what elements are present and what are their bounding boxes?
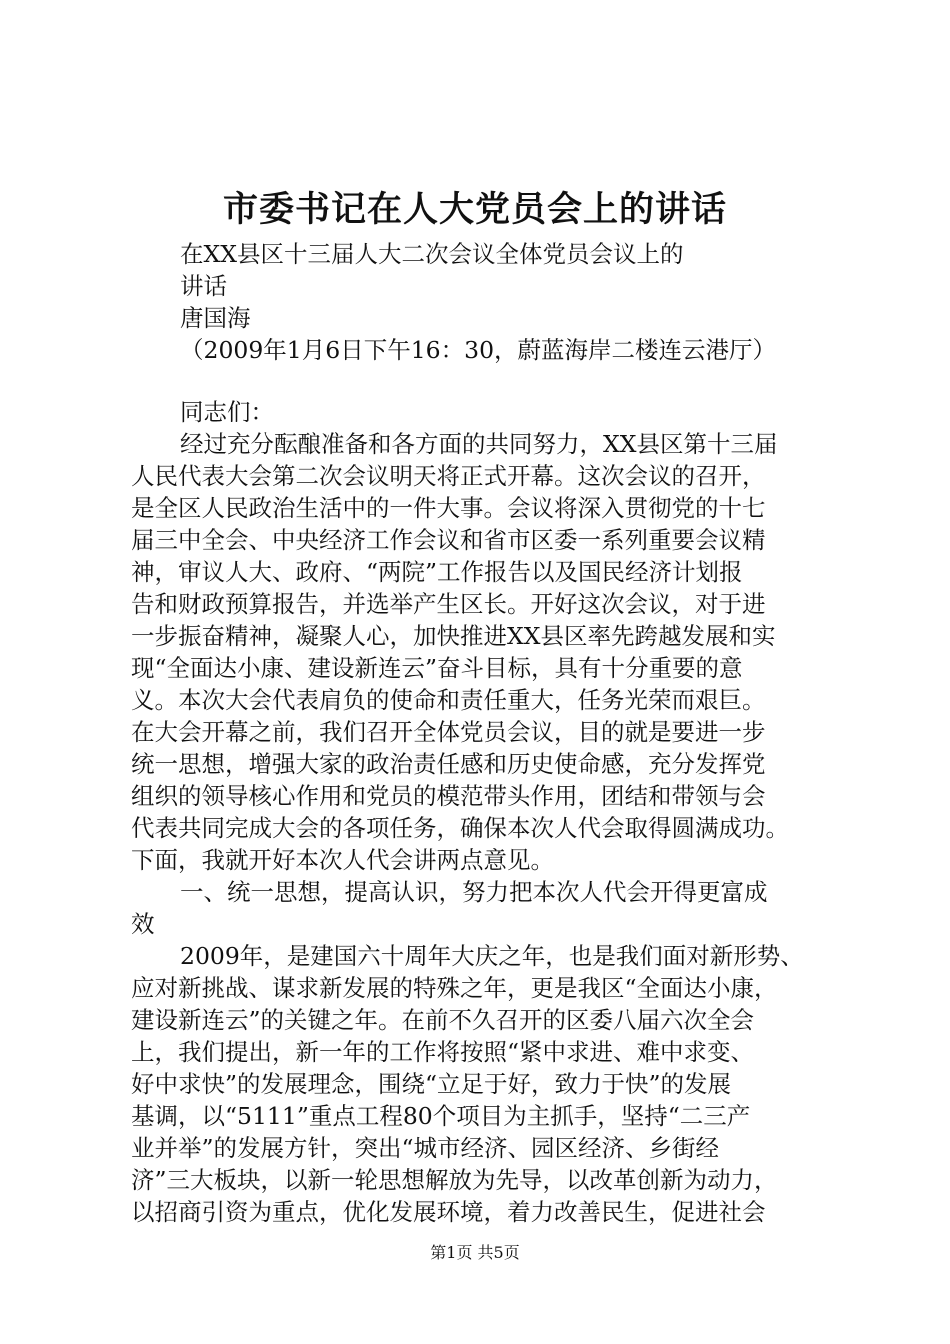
body-line: 现“全面达小康、建设新连云”奋斗目标，具有十分重要的意 — [131, 654, 743, 682]
body-line: 应对新挑战、谋求新发展的特殊之年，更是我区“全面达小康， — [131, 974, 778, 1002]
body-line: 业并举”的发展方针，突出“城市经济、园区经济、乡街经 — [131, 1134, 720, 1162]
body-line: 2009年，是建国六十周年大庆之年，也是我们面对新形势、 — [180, 942, 804, 970]
body-line: 下面，我就开好本次人代会讲两点意见。 — [131, 846, 554, 874]
body-line: 以招商引资为重点，优化发展环境，着力改善民生，促进社会 — [131, 1198, 766, 1226]
body-line: 上，我们提出，新一年的工作将按照“紧中求进、难中求变、 — [131, 1038, 755, 1066]
body-line: 告和财政预算报告，并选举产生区长。开好这次会议，对于进 — [131, 590, 766, 618]
body-line: 好中求快”的发展理念，围绕“立足于好，致力于快”的发展 — [131, 1070, 732, 1098]
author-name: 唐国海 — [180, 304, 251, 332]
body-line: 济”三大板块，以新一轮思想解放为先导，以改革创新为动力， — [131, 1166, 778, 1194]
body-line: 是全区人民政治生活中的一件大事。会议将深入贯彻党的十七 — [131, 494, 766, 522]
body-line: 在大会开幕之前，我们召开全体党员会议，目的就是要进一步 — [131, 718, 766, 746]
body-line: 届三中全会、中央经济工作会议和省市区委一系列重要会议精 — [131, 526, 766, 554]
body-line: 建设新连云”的关键之年。在前不久召开的区委八届六次全会 — [131, 1006, 755, 1034]
subtitle-line-1: 在XX县区十三届人大二次会议全体党员会议上的 — [180, 240, 684, 268]
body-line: 代表共同完成大会的各项任务，确保本次人代会取得圆满成功。 — [131, 814, 789, 842]
body-line: 一步振奋精神，凝聚人心，加快推进XX县区率先跨越发展和实 — [131, 622, 776, 650]
body-line: 义。本次大会代表肩负的使命和责任重大，任务光荣而艰巨。 — [131, 686, 766, 714]
page-footer: 第1页 共5页 — [430, 1243, 520, 1262]
body-line: 人民代表大会第二次会议明天将正式开幕。这次会议的召开， — [131, 462, 766, 490]
body-line: 组织的领导核心作用和党员的模范带头作用，团结和带领与会 — [131, 782, 766, 810]
body-line: 基调，以“5111”重点工程80个项目为主抓手，坚持“二三产 — [131, 1102, 751, 1130]
section-heading-1: 一、统一思想，提高认识，努力把本次人代会开得更富成 — [180, 878, 768, 906]
greeting: 同志们： — [180, 398, 274, 426]
subtitle-line-2: 讲话 — [180, 272, 227, 300]
body-line: 统一思想，增强大家的政治责任感和历史使命感，充分发挥党 — [131, 750, 766, 778]
body-line: 神，审议人大、政府、“两院”工作报告以及国民经济计划报 — [131, 558, 743, 586]
body-line: 经过充分酝酿准备和各方面的共同努力，XX县区第十三届 — [180, 430, 778, 458]
document-title: 市委书记在人大党员会上的讲话 — [222, 189, 727, 230]
section-heading-1-continued: 效 — [131, 910, 155, 938]
meeting-time-location: （2009年1月6日下午16：30，蔚蓝海岸二楼连云港厅） — [180, 336, 777, 364]
